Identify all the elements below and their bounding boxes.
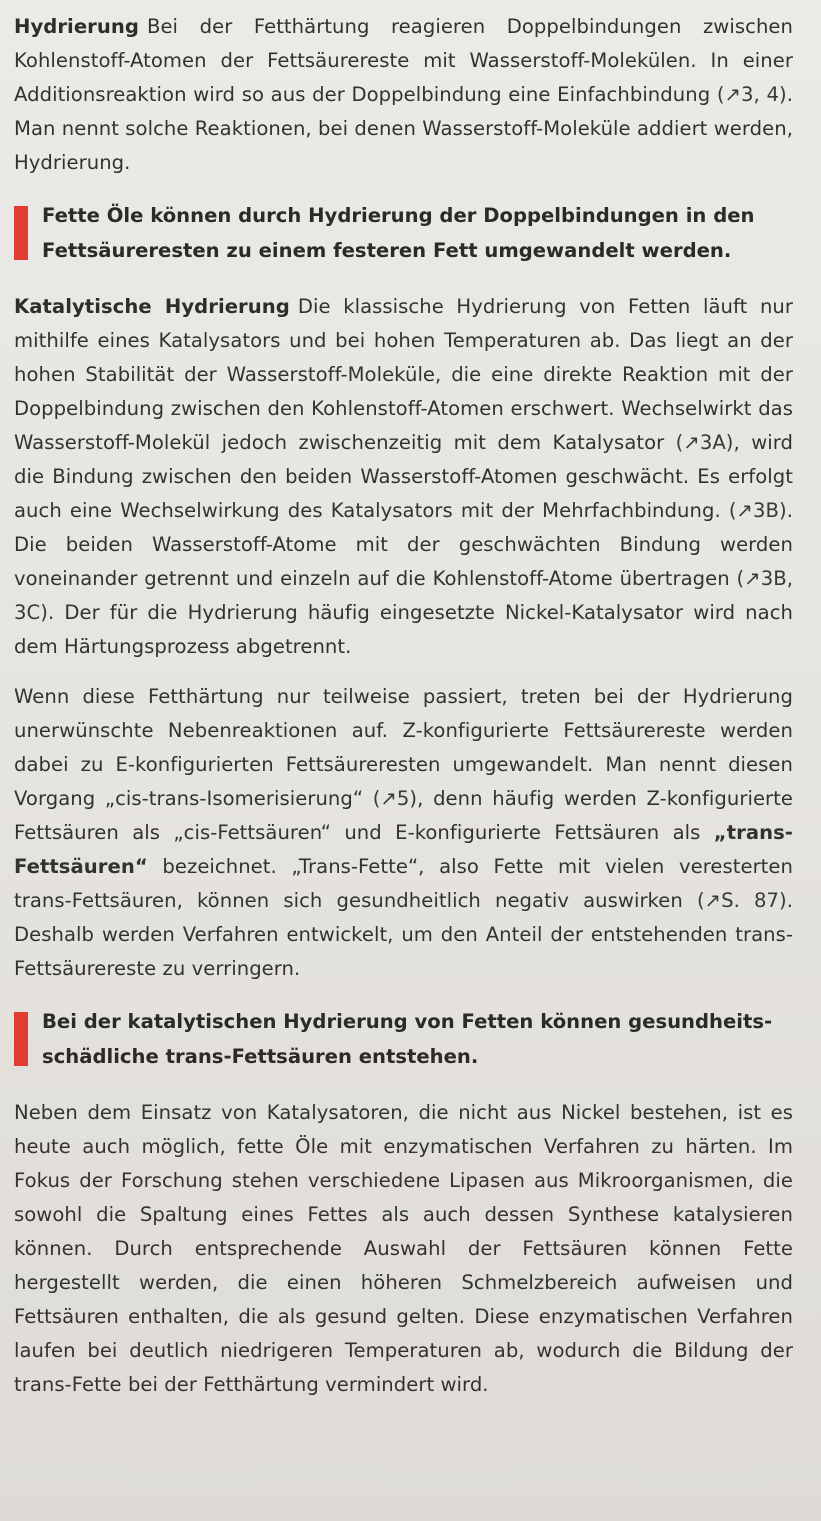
paragraph-text: Bei der Fetthärtung reagieren Doppelbindungen zwischen Kohlenstoff-Atomen der Fettsäurereste mit Wasserstoff-Molekülen. In einer Additionsreaktion wird so aus der Doppelbindung eine Einfachbindung: [14, 15, 793, 106]
key-statement-line: Bei der katalytischen Hydrierung von Fetten können gesundheits-: [42, 1010, 773, 1033]
paragraph-text: . Deshalb werden Verfahren entwickelt, um den Anteil der entstehenden trans-Fettsäurereste zu verringern.: [14, 889, 793, 980]
paragraph-text: , wird die Bindung zwischen den beiden Wasserstoff-Atomen geschwächt. Es erfolgt auch eine Wechselwirkung des Katalysators mit der Mehrfachbindung.: [14, 431, 794, 522]
paragraph-text: Die klassische Hydrierung von Fetten läuft nur mithilfe eines Katalysators und bei hohen Temperaturen ab. Das liegt an der hohen Stabilität der Wasserstoff-Moleküle, die eine direkte Reaktion mit der Doppelbindung zwischen den Kohlenstoff-Atomen erschwert. Wechselwirkt das Wasserstoff-Molekül jedoch zwischenzeitig mit dem Katalysator: [14, 295, 793, 454]
paragraph-text: Wenn diese Fetthärtung nur teilweise passiert, treten bei der Hydrierung unerwünschte Nebenreaktionen auf. Z-konfigurierte Fettsäurereste werden dabei zu E-konfigurierten Fettsäureresten umgewandelt. Man nennt diesen Vorgang „cis-trans-Isomerisierung“: [14, 685, 793, 810]
figure-reference: (↗3A): [675, 431, 734, 454]
page-reference: (↗S. 87): [696, 889, 787, 912]
figure-reference: (↗3, 4): [716, 83, 787, 106]
paragraph-katalytische-hydrierung: [14, 290, 793, 664]
key-statement-box: [14, 198, 793, 268]
paragraph-text: . Der für die Hydrierung häufig eingesetzte Nickel-Katalysator wird nach dem Härtungsprozess abgetrennt.: [14, 601, 793, 658]
paragraph-lead: Hydrierung: [14, 15, 139, 38]
red-marker-bar: [14, 206, 28, 260]
paragraph-text: . Die beiden Wasserstoff-Atome mit der geschwächten Bindung werden voneinander getrennt und einzeln auf die Kohlenstoff-Atome übertragen: [14, 499, 793, 590]
red-marker-bar: [14, 1012, 28, 1066]
paragraph-hydrierung: [14, 10, 793, 180]
figure-reference: (↗3B, 3C): [14, 567, 793, 624]
paragraph-text: , denn häufig werden Z-konfigurierte Fettsäuren als „cis-Fettsäuren“ und E-konfigurierte Fettsäuren als: [14, 787, 793, 844]
figure-reference: (↗3B): [728, 499, 787, 522]
paragraph-enzymatische-verfahren: [14, 1096, 793, 1402]
key-statement-box: [14, 1004, 793, 1074]
key-statement-line: schädliche trans-Fettsäuren entstehen.: [42, 1045, 479, 1068]
paragraph-lead: Katalytische Hydrierung: [14, 295, 290, 318]
figure-reference: (↗5): [372, 787, 418, 810]
paragraph-isomerisierung: [14, 680, 793, 986]
paragraph-text: bezeichnet. „Trans-Fette“, also Fette mit vielen veresterten trans-Fettsäuren, können sich gesundheitlich negativ auswirken: [14, 855, 793, 912]
key-statement-line: Fette Öle können durch Hydrierung der Doppelbindungen in den: [42, 204, 755, 227]
paragraph-text: Neben dem Einsatz von Katalysatoren, die nicht aus Nickel bestehen, ist es heute auch möglich, fette Öle mit enzymatischen Verfahren zu härten. Im Fokus der Forschung stehen verschiedene Lipasen aus Mikroorganismen, die sowohl die Spaltung eines Fettes als auch dessen Synthese katalysieren können. Durch entsprechende Auswahl der Fettsäuren können Fette hergestellt werden, die einen höheren Schmelzbereich aufweisen und Fettsäuren enthalten, die als gesund gelten. Diese enzymatischen Verfahren laufen bei deutlich niedrigeren Temperaturen ab, wodurch die Bildung der trans-Fette bei der Fetthärtung vermindert wird.: [14, 1101, 793, 1396]
paragraph-text: . Man nennt solche Reaktionen, bei denen Wasserstoff-Moleküle addiert werden, Hydrierung.: [14, 83, 793, 174]
key-statement-line: Fettsäureresten zu einem festeren Fett umgewandelt werden.: [42, 239, 732, 262]
bold-term: „trans-Fettsäuren“: [14, 821, 793, 878]
